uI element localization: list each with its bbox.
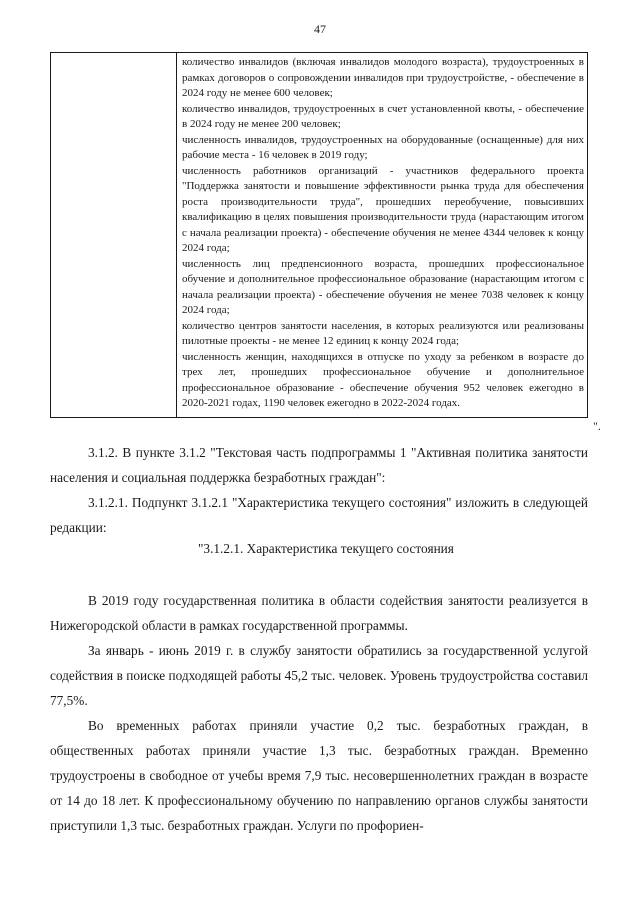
amendment-section: [50, 440, 588, 540]
indicator-line: численность инвалидов, трудоустроенных на оборудованные (оснащенные) для них рабочие места - 16 человек в 2019 году;: [182, 133, 584, 161]
indicator-line: численность работников организаций - участников федерального проекта "Поддержка занятости и повышение эффективности рынка труда для обеспечения роста производительности труда", прошедших переобучение, повысивших квалификацию в целях повышения производительности труда (нарастающим итогом с начала реализации проекта) - обеспечение обучения не менее 4344 человек к концу 2024 года;: [182, 164, 584, 254]
indicator-line: численность лиц предпенсионного возраста, прошедших профессиональное обучение и дополнительное профессиональное образование (нарастающим итогом с начала реализации проекта) - обеспечение обучения не менее 7038 человек к концу 2024 года;: [182, 257, 584, 316]
table-left-cell: [51, 53, 177, 417]
body-paragraph: За январь - июнь 2019 г. в службу занятости обратились за государственной услугой содействия в поиске подходящей работы 45,2 тыс. человек. Уровень трудоустройства составил 77,5%.: [50, 643, 588, 708]
closing-quote: ".: [593, 419, 601, 433]
subsection-heading: "3.1.2.1. Характеристика текущего состояния: [198, 541, 454, 556]
body-section: [50, 588, 588, 838]
table-right-cell: [182, 55, 584, 412]
indicator-line: количество инвалидов, трудоустроенных в счет установленной квоты, - обеспечение в 2024 году не менее 200 человек;: [182, 102, 584, 130]
body-paragraph: В 2019 году государственная политика в области содействия занятости реализуется в Нижегородской области в рамках государственной программы.: [50, 593, 588, 633]
indicators-table: [50, 52, 588, 418]
amendment-paragraph: 3.1.2. В пункте 3.1.2 "Текстовая часть подпрограммы 1 "Активная политика занятости населения и социальная поддержка безработных граждан":: [50, 445, 588, 485]
amendment-paragraph: 3.1.2.1. Подпункт 3.1.2.1 "Характеристика текущего состояния" изложить в следующей редакции:: [50, 495, 588, 535]
indicator-line: количество центров занятости населения, в которых реализуются или реализованы пилотные проекты - не менее 12 единиц к концу 2024 года;: [182, 319, 584, 347]
body-paragraph: Во временных работах приняли участие 0,2 тыс. безработных граждан, в общественных работах приняли участие 1,3 тыс. безработных граждан. Временно трудоустроены в свободное от учебы время 7,9 тыс. несовершеннолетних граждан в возрасте от 14 до 18 лет. К профессиональному обучению по направлению органов службы занятости приступили 1,3 тыс. безработных граждан. Услуги по профориен-: [50, 718, 588, 833]
indicator-line: количество инвалидов (включая инвалидов молодого возраста), трудоустроенных в рамках договоров о сопровождении инвалидов при трудоустройстве, - обеспечение в 2024 году не менее 600 человек;: [182, 56, 584, 99]
page-number: 47: [314, 22, 326, 36]
indicator-line: численность женщин, находящихся в отпуске по уходу за ребенком в возрасте до трех лет, прошедших профессиональное обучение и дополнительное профессиональное образование - обеспечение обучения 952 человек ежегодно в 2020-2021 годах, 1190 человек ежегодно в 2022-2024 годах.: [182, 350, 584, 409]
